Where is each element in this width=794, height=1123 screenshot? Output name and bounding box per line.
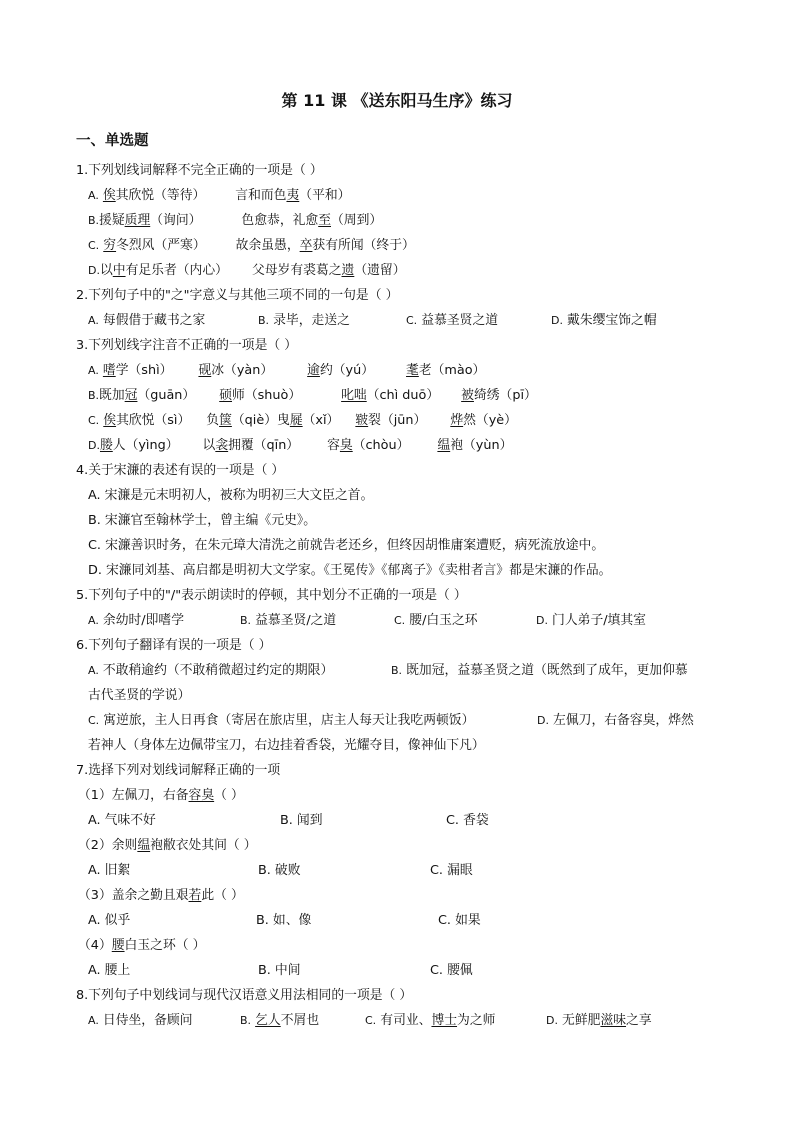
text: （xǐ）: [302, 413, 340, 428]
underlined-char: 被: [461, 388, 474, 403]
text: 腰/白玉之环: [409, 613, 478, 628]
underlined-word: 乞人: [255, 1013, 281, 1028]
q1-option-d: [88, 263, 406, 279]
option-label: B.: [240, 614, 252, 627]
option-label: A.: [88, 189, 99, 202]
text: 负: [206, 413, 220, 428]
q8-option-a: [88, 1013, 192, 1029]
text: 拥覆（qīn）: [228, 438, 300, 453]
text: （遗留）: [354, 263, 406, 278]
question-2-stem: 2.下列句子中的"之"字意义与其他三项不同的一句是（ ）: [76, 288, 399, 303]
option-label: D.: [537, 714, 549, 727]
q2-option-d: [551, 313, 657, 329]
text: 余则: [111, 838, 138, 853]
underlined-char: 嗜: [102, 363, 116, 378]
underlined-word: 至: [318, 213, 331, 228]
underlined-char: 俟: [103, 413, 117, 428]
text: 袍敝衣处其间（ ）: [150, 838, 257, 853]
sub-number: （1）: [78, 788, 112, 803]
question-6-stem: 6.下列句子翻译有误的一项是（ ）: [76, 638, 272, 653]
underlined-word: 博士: [431, 1013, 458, 1028]
q6-option-b-continued: 古代圣贤的学说）: [88, 688, 191, 703]
option-label: D.: [546, 1014, 558, 1027]
q1-option-b: [88, 213, 382, 229]
option-label: B.: [258, 314, 270, 327]
underlined-word: 俟: [102, 188, 116, 203]
q7-3-option-a: A. 似乎: [88, 913, 131, 928]
option-label: A.: [88, 364, 99, 377]
option-label: D.: [551, 314, 563, 327]
text: 获有所闻（终于）: [312, 238, 415, 253]
q7-2-option-a: A. 旧絮: [88, 863, 131, 878]
underlined-char: 缊: [437, 438, 451, 453]
underlined-word: 腰: [111, 938, 125, 953]
underlined-char: 冠: [124, 388, 138, 403]
option-label: A.: [88, 314, 99, 327]
q8-option-b: [240, 1013, 319, 1029]
q4-option-b: B. 宋濂官至翰林学士，曾主编《元史》。: [88, 513, 317, 528]
text: 戴朱缨宝饰之帽: [567, 313, 657, 328]
q7-1-option-a: A. 气味不好: [88, 813, 156, 828]
page-title: 第 11 课 《送东阳马生序》练习: [281, 91, 513, 110]
section-heading: 一、单选题: [76, 133, 149, 149]
q7-3-option-c: C. 如果: [438, 913, 481, 928]
underlined-char: 箧: [219, 413, 232, 428]
text: 余幼时/即嗜学: [102, 613, 184, 628]
option-label: B.: [88, 389, 100, 402]
text: 日侍坐，备顾问: [102, 1013, 193, 1028]
q7-1-option-b: B. 闻到: [280, 813, 323, 828]
text: 益慕圣贤之道: [421, 313, 499, 328]
q5-option-d: [536, 613, 646, 629]
q7-sub-4: [78, 938, 205, 954]
q3-option-c: [88, 413, 517, 429]
text: 之享: [626, 1013, 652, 1028]
q6-option-d-continued: 若神人（身体左边佩带宝刀，右边挂着香袋，光耀夺目，像神仙下凡）: [88, 738, 485, 753]
option-label: D.: [88, 264, 100, 277]
text: 绮绣（pī）: [473, 388, 537, 403]
text: （周到）: [331, 213, 383, 228]
underlined-char: 硕: [219, 388, 233, 403]
q5-option-a: [88, 613, 184, 629]
text: 容: [327, 438, 340, 453]
text: 师（shuò）: [232, 388, 302, 403]
underlined-word: 滋味: [600, 1013, 627, 1028]
option-label: C.: [406, 314, 418, 327]
text: 学（shì）: [115, 363, 173, 378]
question-8-stem: 8.下列句子中划线词与现代汉语意义用法相同的一项是（ ）: [76, 988, 413, 1003]
underlined-char: 皲: [355, 413, 369, 428]
text: 冬烈风（严寒）: [116, 238, 206, 253]
question-5-stem: 5.下列句子中的"/"表示朗读时的停顿，其中划分不正确的一项是（ ）: [76, 588, 467, 603]
sub-number: （4）: [78, 938, 112, 953]
q6-option-c: [88, 713, 474, 729]
sub-number: （2）: [78, 838, 112, 853]
text: 门人弟子/填其室: [552, 613, 646, 628]
q1-option-a: [88, 188, 350, 204]
text: 裂（jūn）: [368, 413, 427, 428]
q6-option-a: [88, 663, 333, 679]
text: 冰（yàn）: [211, 363, 274, 378]
text: 录毕，走送之: [273, 313, 350, 328]
q2-option-c: [406, 313, 498, 329]
text: （询问）: [150, 213, 202, 228]
text: （ ）: [214, 788, 244, 803]
text: 每假借于藏书之家: [102, 313, 206, 328]
q8-option-c: [365, 1013, 495, 1029]
text: 父母岁有裘葛之: [251, 263, 342, 278]
underlined-word: 夷: [286, 188, 300, 203]
text: 盖余之勤且艰: [111, 888, 189, 903]
q7-sub-1: [78, 788, 244, 804]
q7-1-option-c: C. 香袋: [446, 813, 489, 828]
underlined-char: 衾: [215, 438, 229, 453]
text: 无鲜肥: [562, 1013, 601, 1028]
text: （平和）: [299, 188, 351, 203]
q7-4-option-c: C. 腰佩: [430, 963, 473, 978]
text: 然（yè）: [463, 413, 517, 428]
underlined-word: 中: [112, 263, 126, 278]
text: 以: [202, 438, 216, 453]
q1-option-c: [88, 238, 415, 254]
text: （qiè）: [231, 413, 278, 428]
text: 既加: [99, 388, 125, 403]
option-label: C.: [88, 414, 100, 427]
text: 有司业、: [380, 1013, 432, 1028]
option-label: B.: [240, 1014, 252, 1027]
q7-2-option-c: C. 漏眼: [430, 863, 473, 878]
text: 益慕圣贤/之道: [255, 613, 337, 628]
option-label: B.: [88, 214, 100, 227]
underlined-char: 逾: [307, 363, 320, 378]
q4-option-a: A. 宋濂是元末明初人，被称为明初三大文臣之首。: [88, 488, 374, 503]
text: 有足乐者（内心）: [125, 263, 228, 278]
q6-option-d: [537, 713, 694, 729]
question-1-stem: 1.下列划线词解释不完全正确的一项是（ ）: [76, 163, 323, 178]
underlined-char: 媵: [99, 438, 113, 453]
text: 袍（yùn）: [450, 438, 513, 453]
option-label: B.: [391, 664, 403, 677]
underlined-word: 若: [188, 888, 202, 903]
option-label: A.: [88, 664, 99, 677]
text: 曳: [277, 413, 290, 428]
underlined-word: 卒: [299, 238, 313, 253]
option-label: D.: [536, 614, 548, 627]
q7-4-option-b: B. 中间: [258, 963, 301, 978]
text: 白玉之环（ ）: [124, 938, 206, 953]
text: （guān）: [137, 388, 196, 403]
underlined-char: 臭: [339, 438, 353, 453]
text: 不屑也: [280, 1013, 320, 1028]
q2-option-b: [258, 313, 350, 329]
option-label: A.: [88, 1014, 99, 1027]
q5-option-c: [394, 613, 478, 629]
underlined-char: 叱咄: [341, 388, 367, 403]
q7-2-option-b: B. 破败: [258, 863, 301, 878]
option-label: C.: [88, 239, 100, 252]
text: （chì duō）: [366, 388, 440, 403]
text: 左佩刀，右备容臭，烨然: [553, 713, 694, 728]
underlined-word: 质理: [124, 213, 151, 228]
underlined-word: 缊: [137, 838, 151, 853]
q7-4-option-a: A. 腰上: [88, 963, 131, 978]
q3-option-b: [88, 388, 537, 404]
underlined-word: 遗: [341, 263, 355, 278]
text: 言和而色: [235, 188, 287, 203]
q8-option-d: [546, 1013, 652, 1029]
q5-option-b: [240, 613, 336, 629]
text: 既加冠，益慕圣贤之道（既然到了成年，更加仰慕: [406, 663, 688, 678]
question-7-stem: 7.选择下列对划线词解释正确的一项: [76, 763, 281, 778]
text: 色愈恭，礼愈: [241, 213, 319, 228]
question-3-stem: 3.下列划线字注音不正确的一项是（ ）: [76, 338, 298, 353]
text: 其欣悦（sì）: [116, 413, 191, 428]
text: 其欣悦（等待）: [115, 188, 206, 203]
underlined-word: 穷: [103, 238, 117, 253]
q7-sub-3: [78, 888, 244, 904]
q3-option-a: [88, 363, 485, 379]
text: 寓逆旅，主人日再食（寄居在旅店里，店主人每天让我吃两顿饭）: [103, 713, 475, 728]
q2-option-a: [88, 313, 205, 329]
text: 不敢稍逾约（不敢稍微超过约定的期限）: [102, 663, 334, 678]
text: 故余虽愚，: [235, 238, 300, 253]
text: 老（mào）: [418, 363, 486, 378]
text: 约（yú）: [319, 363, 375, 378]
option-label: D.: [88, 439, 100, 452]
underlined-word: 容臭: [188, 788, 215, 803]
text: 援疑: [99, 213, 125, 228]
option-label: A.: [88, 614, 99, 627]
text: 为之师: [457, 1013, 496, 1028]
q6-option-b: [391, 663, 688, 679]
question-4-stem: 4.关于宋濂的表述有误的一项是（ ）: [76, 463, 285, 478]
option-label: C.: [394, 614, 406, 627]
text: 左佩刀，右备: [111, 788, 189, 803]
q7-sub-2: [78, 838, 257, 854]
text: 此（ ）: [201, 888, 244, 903]
option-label: C.: [365, 1014, 377, 1027]
option-label: C.: [88, 714, 100, 727]
text: （chòu）: [352, 438, 410, 453]
q4-option-d: D. 宋濂同刘基、高启都是明初大文学家。《王冕传》《郁离子》《卖柑者言》都是宋濂的作品。: [88, 563, 612, 578]
underlined-char: 耄: [406, 363, 419, 378]
underlined-char: 砚: [198, 363, 212, 378]
q4-option-c: C. 宋濂善识时务，在朱元璋大清洗之前就告老还乡，但终因胡惟庸案遭贬，病死流放途中。: [88, 538, 605, 553]
q3-option-d: [88, 438, 512, 454]
text: 人（yìng）: [112, 438, 179, 453]
underlined-char: 屣: [289, 413, 303, 428]
q7-3-option-b: B. 如、像: [256, 913, 312, 928]
sub-number: （3）: [78, 888, 112, 903]
text: 以: [99, 263, 113, 278]
underlined-char: 烨: [450, 413, 464, 428]
